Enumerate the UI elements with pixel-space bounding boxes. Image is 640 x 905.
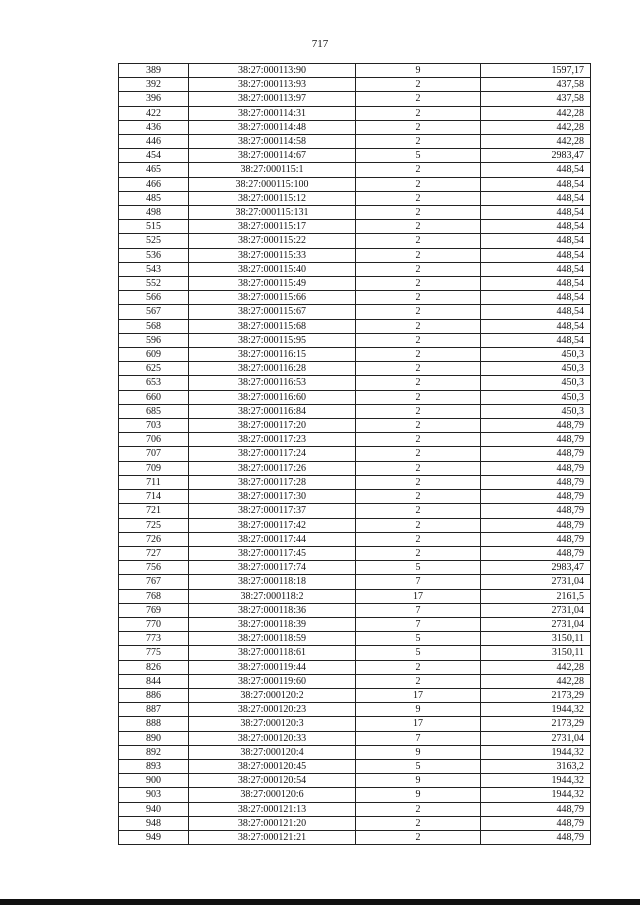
table-row bbox=[119, 404, 591, 418]
count-cell: 2 bbox=[356, 191, 481, 205]
row-number-cell: 706 bbox=[119, 433, 189, 447]
table-row bbox=[119, 646, 591, 660]
amount-cell: 450,3 bbox=[481, 348, 591, 362]
amount-cell: 448,79 bbox=[481, 816, 591, 830]
table-row bbox=[119, 163, 591, 177]
row-number-cell: 653 bbox=[119, 376, 189, 390]
cadastral-number-cell: 38:27:000121:21 bbox=[189, 830, 356, 844]
amount-cell: 448,54 bbox=[481, 262, 591, 276]
table-row bbox=[119, 546, 591, 560]
amount-cell: 448,54 bbox=[481, 177, 591, 191]
row-number-cell: 714 bbox=[119, 490, 189, 504]
row-number-cell: 515 bbox=[119, 220, 189, 234]
row-number-cell: 727 bbox=[119, 546, 189, 560]
count-cell: 5 bbox=[356, 759, 481, 773]
count-cell: 2 bbox=[356, 135, 481, 149]
table-row bbox=[119, 376, 591, 390]
table-row bbox=[119, 177, 591, 191]
cadastral-number-cell: 38:27:000117:74 bbox=[189, 561, 356, 575]
row-number-cell: 886 bbox=[119, 688, 189, 702]
row-number-cell: 709 bbox=[119, 461, 189, 475]
cadastral-number-cell: 38:27:000115:33 bbox=[189, 248, 356, 262]
amount-cell: 2731,04 bbox=[481, 575, 591, 589]
row-number-cell: 940 bbox=[119, 802, 189, 816]
amount-cell: 2731,04 bbox=[481, 617, 591, 631]
amount-cell: 448,54 bbox=[481, 206, 591, 220]
count-cell: 2 bbox=[356, 461, 481, 475]
row-number-cell: 726 bbox=[119, 532, 189, 546]
row-number-cell: 893 bbox=[119, 759, 189, 773]
row-number-cell: 703 bbox=[119, 419, 189, 433]
count-cell: 2 bbox=[356, 277, 481, 291]
count-cell: 2 bbox=[356, 490, 481, 504]
count-cell: 2 bbox=[356, 816, 481, 830]
data-table bbox=[118, 63, 591, 845]
count-cell: 2 bbox=[356, 291, 481, 305]
count-cell: 2 bbox=[356, 518, 481, 532]
table-row bbox=[119, 830, 591, 844]
amount-cell: 448,54 bbox=[481, 163, 591, 177]
row-number-cell: 770 bbox=[119, 617, 189, 631]
row-number-cell: 525 bbox=[119, 234, 189, 248]
row-number-cell: 900 bbox=[119, 774, 189, 788]
table-row bbox=[119, 206, 591, 220]
amount-cell: 448,54 bbox=[481, 319, 591, 333]
count-cell: 9 bbox=[356, 703, 481, 717]
table-row bbox=[119, 617, 591, 631]
count-cell: 5 bbox=[356, 149, 481, 163]
cadastral-number-cell: 38:27:000115:131 bbox=[189, 206, 356, 220]
cadastral-number-cell: 38:27:000117:44 bbox=[189, 532, 356, 546]
table-row bbox=[119, 461, 591, 475]
table-row bbox=[119, 277, 591, 291]
cadastral-number-cell: 38:27:000116:84 bbox=[189, 404, 356, 418]
count-cell: 2 bbox=[356, 504, 481, 518]
count-cell: 2 bbox=[356, 674, 481, 688]
row-number-cell: 707 bbox=[119, 447, 189, 461]
cadastral-number-cell: 38:27:000114:67 bbox=[189, 149, 356, 163]
table-row bbox=[119, 774, 591, 788]
cadastral-number-cell: 38:27:000118:2 bbox=[189, 589, 356, 603]
amount-cell: 448,79 bbox=[481, 433, 591, 447]
cadastral-number-cell: 38:27:000115:1 bbox=[189, 163, 356, 177]
row-number-cell: 465 bbox=[119, 163, 189, 177]
amount-cell: 437,58 bbox=[481, 78, 591, 92]
table-row bbox=[119, 348, 591, 362]
count-cell: 9 bbox=[356, 788, 481, 802]
count-cell: 2 bbox=[356, 433, 481, 447]
row-number-cell: 949 bbox=[119, 830, 189, 844]
amount-cell: 448,79 bbox=[481, 532, 591, 546]
cadastral-number-cell: 38:27:000120:4 bbox=[189, 745, 356, 759]
amount-cell: 448,54 bbox=[481, 220, 591, 234]
cadastral-number-cell: 38:27:000115:95 bbox=[189, 333, 356, 347]
table-row bbox=[119, 632, 591, 646]
amount-cell: 448,54 bbox=[481, 277, 591, 291]
amount-cell: 448,54 bbox=[481, 191, 591, 205]
table-row bbox=[119, 106, 591, 120]
cadastral-number-cell: 38:27:000115:68 bbox=[189, 319, 356, 333]
count-cell: 2 bbox=[356, 546, 481, 560]
row-number-cell: 826 bbox=[119, 660, 189, 674]
amount-cell: 2983,47 bbox=[481, 149, 591, 163]
amount-cell: 448,79 bbox=[481, 830, 591, 844]
row-number-cell: 609 bbox=[119, 348, 189, 362]
cadastral-number-cell: 38:27:000115:40 bbox=[189, 262, 356, 276]
cadastral-number-cell: 38:27:000120:6 bbox=[189, 788, 356, 802]
amount-cell: 448,79 bbox=[481, 546, 591, 560]
amount-cell: 3150,11 bbox=[481, 646, 591, 660]
count-cell: 2 bbox=[356, 305, 481, 319]
count-cell: 7 bbox=[356, 575, 481, 589]
amount-cell: 448,79 bbox=[481, 475, 591, 489]
row-number-cell: 767 bbox=[119, 575, 189, 589]
table-row bbox=[119, 688, 591, 702]
amount-cell: 2731,04 bbox=[481, 731, 591, 745]
cadastral-number-cell: 38:27:000120:33 bbox=[189, 731, 356, 745]
row-number-cell: 756 bbox=[119, 561, 189, 575]
cadastral-number-cell: 38:27:000113:97 bbox=[189, 92, 356, 106]
cadastral-number-cell: 38:27:000117:28 bbox=[189, 475, 356, 489]
amount-cell: 437,58 bbox=[481, 92, 591, 106]
table-row bbox=[119, 319, 591, 333]
amount-cell: 448,54 bbox=[481, 234, 591, 248]
count-cell: 2 bbox=[356, 120, 481, 134]
count-cell: 2 bbox=[356, 475, 481, 489]
row-number-cell: 454 bbox=[119, 149, 189, 163]
count-cell: 7 bbox=[356, 603, 481, 617]
amount-cell: 450,3 bbox=[481, 390, 591, 404]
row-number-cell: 775 bbox=[119, 646, 189, 660]
count-cell: 2 bbox=[356, 92, 481, 106]
amount-cell: 2161,5 bbox=[481, 589, 591, 603]
cadastral-number-cell: 38:27:000120:23 bbox=[189, 703, 356, 717]
count-cell: 17 bbox=[356, 589, 481, 603]
table-row bbox=[119, 135, 591, 149]
table-body bbox=[119, 64, 591, 845]
page-number: 717 bbox=[311, 38, 329, 50]
amount-cell: 448,79 bbox=[481, 490, 591, 504]
amount-cell: 448,79 bbox=[481, 802, 591, 816]
table-row bbox=[119, 532, 591, 546]
cadastral-number-cell: 38:27:000120:3 bbox=[189, 717, 356, 731]
count-cell: 2 bbox=[356, 376, 481, 390]
cadastral-number-cell: 38:27:000118:18 bbox=[189, 575, 356, 589]
amount-cell: 3163,2 bbox=[481, 759, 591, 773]
cadastral-number-cell: 38:27:000117:42 bbox=[189, 518, 356, 532]
amount-cell: 448,54 bbox=[481, 248, 591, 262]
row-number-cell: 888 bbox=[119, 717, 189, 731]
table-row bbox=[119, 802, 591, 816]
amount-cell: 448,54 bbox=[481, 291, 591, 305]
table-row bbox=[119, 717, 591, 731]
table-row bbox=[119, 262, 591, 276]
cadastral-number-cell: 38:27:000120:45 bbox=[189, 759, 356, 773]
row-number-cell: 903 bbox=[119, 788, 189, 802]
amount-cell: 2173,29 bbox=[481, 717, 591, 731]
cadastral-number-cell: 38:27:000117:45 bbox=[189, 546, 356, 560]
amount-cell: 2983,47 bbox=[481, 561, 591, 575]
cadastral-number-cell: 38:27:000117:30 bbox=[189, 490, 356, 504]
amount-cell: 1944,32 bbox=[481, 703, 591, 717]
row-number-cell: 948 bbox=[119, 816, 189, 830]
table-row bbox=[119, 390, 591, 404]
count-cell: 2 bbox=[356, 319, 481, 333]
amount-cell: 448,79 bbox=[481, 518, 591, 532]
row-number-cell: 844 bbox=[119, 674, 189, 688]
table-row bbox=[119, 745, 591, 759]
row-number-cell: 769 bbox=[119, 603, 189, 617]
cadastral-number-cell: 38:27:000118:61 bbox=[189, 646, 356, 660]
cadastral-number-cell: 38:27:000117:23 bbox=[189, 433, 356, 447]
amount-cell: 450,3 bbox=[481, 362, 591, 376]
cadastral-number-cell: 38:27:000118:59 bbox=[189, 632, 356, 646]
table-row bbox=[119, 92, 591, 106]
row-number-cell: 396 bbox=[119, 92, 189, 106]
count-cell: 9 bbox=[356, 745, 481, 759]
table-row bbox=[119, 291, 591, 305]
cadastral-number-cell: 38:27:000115:49 bbox=[189, 277, 356, 291]
cadastral-number-cell: 38:27:000117:20 bbox=[189, 419, 356, 433]
table-row bbox=[119, 490, 591, 504]
amount-cell: 448,79 bbox=[481, 447, 591, 461]
cadastral-number-cell: 38:27:000118:39 bbox=[189, 617, 356, 631]
count-cell: 2 bbox=[356, 390, 481, 404]
cadastral-number-cell: 38:27:000113:93 bbox=[189, 78, 356, 92]
row-number-cell: 466 bbox=[119, 177, 189, 191]
cadastral-number-cell: 38:27:000114:31 bbox=[189, 106, 356, 120]
count-cell: 2 bbox=[356, 248, 481, 262]
count-cell: 5 bbox=[356, 632, 481, 646]
amount-cell: 448,54 bbox=[481, 305, 591, 319]
table-row bbox=[119, 788, 591, 802]
row-number-cell: 567 bbox=[119, 305, 189, 319]
row-number-cell: 725 bbox=[119, 518, 189, 532]
row-number-cell: 596 bbox=[119, 333, 189, 347]
cadastral-number-cell: 38:27:000115:67 bbox=[189, 305, 356, 319]
cadastral-number-cell: 38:27:000114:48 bbox=[189, 120, 356, 134]
amount-cell: 442,28 bbox=[481, 120, 591, 134]
table-row bbox=[119, 731, 591, 745]
table-row bbox=[119, 504, 591, 518]
row-number-cell: 392 bbox=[119, 78, 189, 92]
cadastral-number-cell: 38:27:000116:28 bbox=[189, 362, 356, 376]
amount-cell: 442,28 bbox=[481, 660, 591, 674]
count-cell: 2 bbox=[356, 419, 481, 433]
count-cell: 2 bbox=[356, 78, 481, 92]
row-number-cell: 446 bbox=[119, 135, 189, 149]
table-row bbox=[119, 603, 591, 617]
table-row bbox=[119, 475, 591, 489]
row-number-cell: 568 bbox=[119, 319, 189, 333]
table-row bbox=[119, 149, 591, 163]
count-cell: 7 bbox=[356, 731, 481, 745]
cadastral-number-cell: 38:27:000115:22 bbox=[189, 234, 356, 248]
table-row bbox=[119, 191, 591, 205]
amount-cell: 1944,32 bbox=[481, 788, 591, 802]
cadastral-number-cell: 38:27:000119:44 bbox=[189, 660, 356, 674]
cadastral-number-cell: 38:27:000120:2 bbox=[189, 688, 356, 702]
amount-cell: 1944,32 bbox=[481, 745, 591, 759]
cadastral-number-cell: 38:27:000115:12 bbox=[189, 191, 356, 205]
row-number-cell: 498 bbox=[119, 206, 189, 220]
cadastral-number-cell: 38:27:000116:53 bbox=[189, 376, 356, 390]
table-row bbox=[119, 660, 591, 674]
row-number-cell: 552 bbox=[119, 277, 189, 291]
table-row bbox=[119, 674, 591, 688]
table-row bbox=[119, 433, 591, 447]
count-cell: 2 bbox=[356, 532, 481, 546]
count-cell: 7 bbox=[356, 617, 481, 631]
amount-cell: 3150,11 bbox=[481, 632, 591, 646]
count-cell: 2 bbox=[356, 163, 481, 177]
table-row bbox=[119, 64, 591, 78]
row-number-cell: 389 bbox=[119, 64, 189, 78]
amount-cell: 450,3 bbox=[481, 404, 591, 418]
count-cell: 2 bbox=[356, 206, 481, 220]
row-number-cell: 711 bbox=[119, 475, 189, 489]
row-number-cell: 768 bbox=[119, 589, 189, 603]
row-number-cell: 543 bbox=[119, 262, 189, 276]
table-row bbox=[119, 362, 591, 376]
table-row bbox=[119, 220, 591, 234]
count-cell: 17 bbox=[356, 717, 481, 731]
row-number-cell: 566 bbox=[119, 291, 189, 305]
count-cell: 2 bbox=[356, 177, 481, 191]
row-number-cell: 536 bbox=[119, 248, 189, 262]
cadastral-number-cell: 38:27:000115:17 bbox=[189, 220, 356, 234]
cadastral-number-cell: 38:27:000120:54 bbox=[189, 774, 356, 788]
cadastral-number-cell: 38:27:000115:66 bbox=[189, 291, 356, 305]
row-number-cell: 422 bbox=[119, 106, 189, 120]
table-row bbox=[119, 305, 591, 319]
row-number-cell: 773 bbox=[119, 632, 189, 646]
cadastral-number-cell: 38:27:000121:13 bbox=[189, 802, 356, 816]
amount-cell: 2173,29 bbox=[481, 688, 591, 702]
count-cell: 5 bbox=[356, 646, 481, 660]
cadastral-number-cell: 38:27:000115:100 bbox=[189, 177, 356, 191]
count-cell: 2 bbox=[356, 830, 481, 844]
amount-cell: 1597,17 bbox=[481, 64, 591, 78]
count-cell: 2 bbox=[356, 404, 481, 418]
cadastral-number-cell: 38:27:000117:26 bbox=[189, 461, 356, 475]
count-cell: 2 bbox=[356, 362, 481, 376]
table-row bbox=[119, 759, 591, 773]
count-cell: 9 bbox=[356, 64, 481, 78]
amount-cell: 442,28 bbox=[481, 135, 591, 149]
cadastral-number-cell: 38:27:000117:37 bbox=[189, 504, 356, 518]
count-cell: 2 bbox=[356, 660, 481, 674]
cadastral-number-cell: 38:27:000116:15 bbox=[189, 348, 356, 362]
table-row bbox=[119, 447, 591, 461]
cadastral-number-cell: 38:27:000116:60 bbox=[189, 390, 356, 404]
count-cell: 2 bbox=[356, 234, 481, 248]
amount-cell: 448,79 bbox=[481, 419, 591, 433]
table-row bbox=[119, 518, 591, 532]
row-number-cell: 660 bbox=[119, 390, 189, 404]
count-cell: 2 bbox=[356, 333, 481, 347]
row-number-cell: 436 bbox=[119, 120, 189, 134]
count-cell: 2 bbox=[356, 348, 481, 362]
table-row bbox=[119, 816, 591, 830]
cadastral-number-cell: 38:27:000118:36 bbox=[189, 603, 356, 617]
row-number-cell: 887 bbox=[119, 703, 189, 717]
table-row bbox=[119, 248, 591, 262]
amount-cell: 448,79 bbox=[481, 504, 591, 518]
table-row bbox=[119, 78, 591, 92]
cadastral-number-cell: 38:27:000121:20 bbox=[189, 816, 356, 830]
count-cell: 5 bbox=[356, 561, 481, 575]
count-cell: 2 bbox=[356, 262, 481, 276]
count-cell: 2 bbox=[356, 106, 481, 120]
table-row bbox=[119, 333, 591, 347]
row-number-cell: 721 bbox=[119, 504, 189, 518]
count-cell: 2 bbox=[356, 220, 481, 234]
amount-cell: 450,3 bbox=[481, 376, 591, 390]
row-number-cell: 685 bbox=[119, 404, 189, 418]
table-row bbox=[119, 561, 591, 575]
table-row bbox=[119, 703, 591, 717]
amount-cell: 2731,04 bbox=[481, 603, 591, 617]
amount-cell: 442,28 bbox=[481, 106, 591, 120]
row-number-cell: 625 bbox=[119, 362, 189, 376]
table-row bbox=[119, 589, 591, 603]
table-row bbox=[119, 419, 591, 433]
amount-cell: 448,54 bbox=[481, 333, 591, 347]
cadastral-number-cell: 38:27:000113:90 bbox=[189, 64, 356, 78]
cadastral-number-cell: 38:27:000117:24 bbox=[189, 447, 356, 461]
row-number-cell: 890 bbox=[119, 731, 189, 745]
table-row bbox=[119, 120, 591, 134]
table-row bbox=[119, 234, 591, 248]
row-number-cell: 892 bbox=[119, 745, 189, 759]
scan-edge-bar bbox=[0, 899, 640, 905]
amount-cell: 1944,32 bbox=[481, 774, 591, 788]
count-cell: 9 bbox=[356, 774, 481, 788]
count-cell: 17 bbox=[356, 688, 481, 702]
count-cell: 2 bbox=[356, 447, 481, 461]
table-row bbox=[119, 575, 591, 589]
cadastral-number-cell: 38:27:000114:58 bbox=[189, 135, 356, 149]
cadastral-number-cell: 38:27:000119:60 bbox=[189, 674, 356, 688]
count-cell: 2 bbox=[356, 802, 481, 816]
row-number-cell: 485 bbox=[119, 191, 189, 205]
amount-cell: 442,28 bbox=[481, 674, 591, 688]
amount-cell: 448,79 bbox=[481, 461, 591, 475]
